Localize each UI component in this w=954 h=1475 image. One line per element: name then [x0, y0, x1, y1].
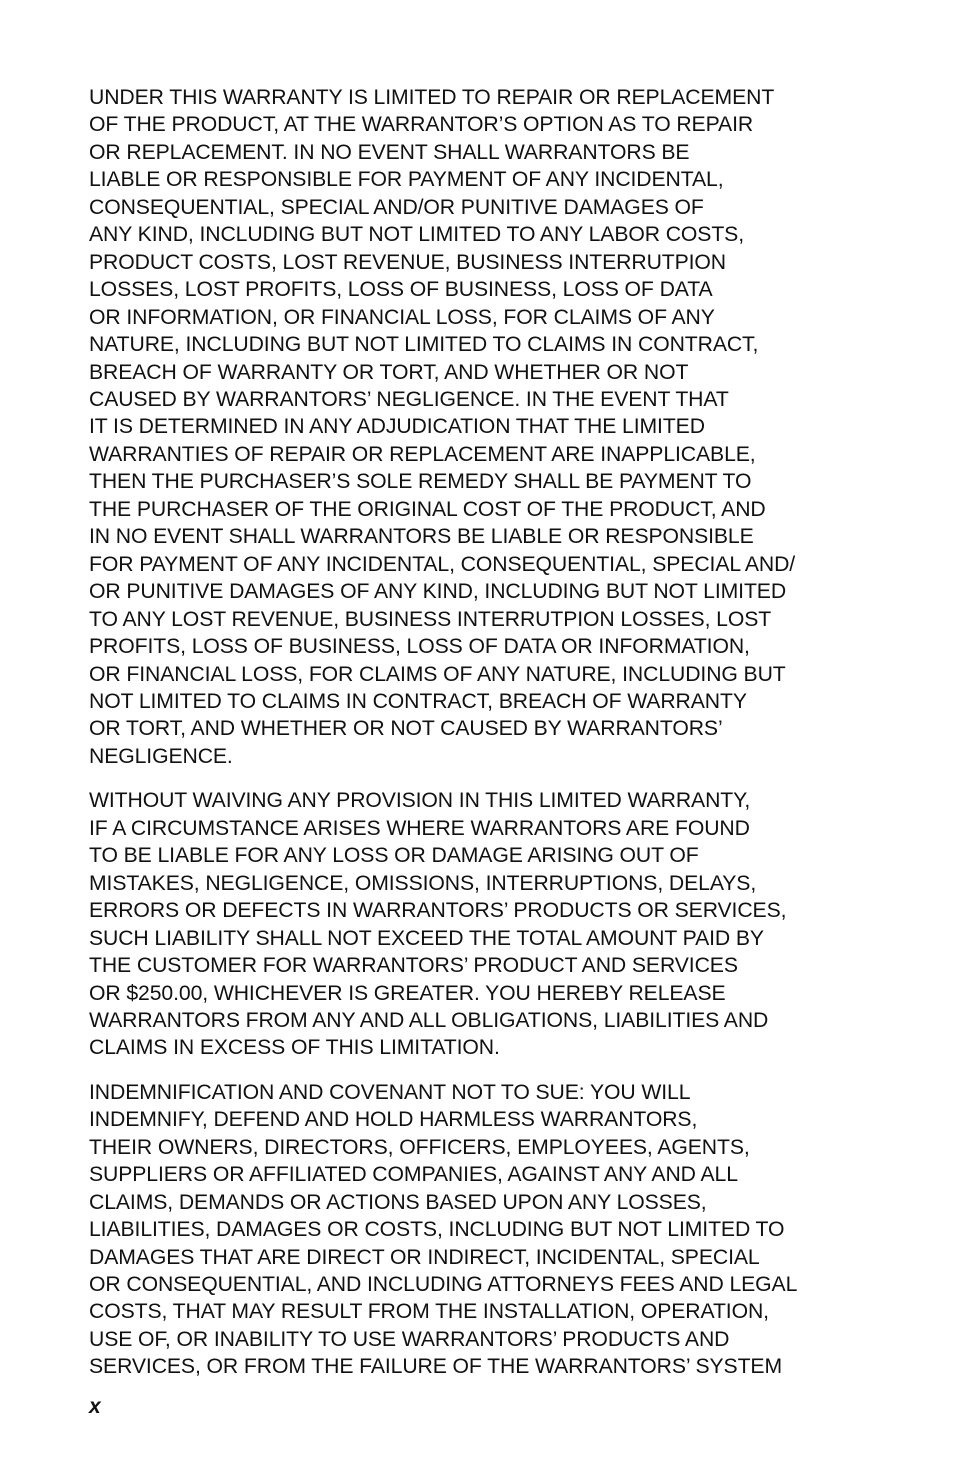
- text-line: CAUSED BY WARRANTORS’ NEGLIGENCE. IN THE EVENT THAT: [89, 387, 729, 411]
- text-line: OR TORT, AND WHETHER OR NOT CAUSED BY WARRANTORS’: [89, 717, 723, 741]
- text-line: OR FINANCIAL LOSS, FOR CLAIMS OF ANY NATURE, INCLUDING BUT: [89, 662, 786, 686]
- text-line: PRODUCT COSTS, LOST REVENUE, BUSINESS INTERRUTPION: [89, 250, 727, 274]
- page-number: x: [89, 1395, 101, 1418]
- paragraph-indemnification: [89, 1079, 879, 1381]
- text-line: CLAIMS IN EXCESS OF THIS LIMITATION.: [89, 1036, 500, 1060]
- paragraph-liability-cap: [89, 787, 879, 1062]
- text-line: LIABLE OR RESPONSIBLE FOR PAYMENT OF ANY INCIDENTAL,: [89, 168, 724, 192]
- text-line: INDEMNIFICATION AND COVENANT NOT TO SUE: YOU WILL: [89, 1080, 691, 1104]
- text-line: CONSEQUENTIAL, SPECIAL AND/OR PUNITIVE DAMAGES OF: [89, 195, 704, 219]
- text-line: THEIR OWNERS, DIRECTORS, OFFICERS, EMPLOYEES, AGENTS,: [89, 1135, 750, 1159]
- text-line: OR $250.00, WHICHEVER IS GREATER. YOU HEREBY RELEASE: [89, 981, 726, 1005]
- text-line: MISTAKES, NEGLIGENCE, OMISSIONS, INTERRUPTIONS, DELAYS,: [89, 871, 757, 895]
- text-line: THE PURCHASER OF THE ORIGINAL COST OF THE PRODUCT, AND: [89, 497, 766, 521]
- text-line: THE CUSTOMER FOR WARRANTORS’ PRODUCT AND SERVICES: [89, 954, 738, 978]
- text-line: TO BE LIABLE FOR ANY LOSS OR DAMAGE ARISING OUT OF: [89, 844, 699, 868]
- text-line: NEGLIGENCE.: [89, 744, 233, 768]
- text-line: LOSSES, LOST PROFITS, LOSS OF BUSINESS, LOSS OF DATA: [89, 278, 713, 302]
- text-line: USE OF, OR INABILITY TO USE WARRANTORS’ PRODUCTS AND: [89, 1327, 730, 1351]
- text-line: BREACH OF WARRANTY OR TORT, AND WHETHER OR NOT: [89, 360, 689, 384]
- text-line: WITHOUT WAIVING ANY PROVISION IN THIS LIMITED WARRANTY,: [89, 789, 751, 813]
- text-line: OR PUNITIVE DAMAGES OF ANY KIND, INCLUDING BUT NOT LIMITED: [89, 580, 787, 604]
- text-line: NOT LIMITED TO CLAIMS IN CONTRACT, BREACH OF WARRANTY: [89, 689, 747, 713]
- text-line: TO ANY LOST REVENUE, BUSINESS INTERRUTPION LOSSES, LOST: [89, 607, 772, 631]
- text-line: ANY KIND, INCLUDING BUT NOT LIMITED TO ANY LABOR COSTS,: [89, 223, 744, 247]
- text-line: SUCH LIABILITY SHALL NOT EXCEED THE TOTAL AMOUNT PAID BY: [89, 926, 764, 950]
- text-line: WARRANTIES OF REPAIR OR REPLACEMENT ARE INAPPLICABLE,: [89, 442, 756, 466]
- text-line: SERVICES, OR FROM THE FAILURE OF THE WARRANTORS’ SYSTEM: [89, 1355, 783, 1379]
- document-body: [89, 84, 879, 1398]
- text-line: OF THE PRODUCT, AT THE WARRANTOR’S OPTION AS TO REPAIR: [89, 113, 754, 137]
- text-line: IN NO EVENT SHALL WARRANTORS BE LIABLE OR RESPONSIBLE: [89, 525, 754, 549]
- text-line: INDEMNIFY, DEFEND AND HOLD HARMLESS WARRANTORS,: [89, 1108, 698, 1132]
- text-line: OR REPLACEMENT. IN NO EVENT SHALL WARRANTORS BE: [89, 140, 690, 164]
- text-line: FOR PAYMENT OF ANY INCIDENTAL, CONSEQUENTIAL, SPECIAL AND/: [89, 552, 796, 576]
- text-line: UNDER THIS WARRANTY IS LIMITED TO REPAIR OR REPLACEMENT: [89, 86, 775, 109]
- paragraph-limitation-of-remedy: [89, 84, 879, 770]
- text-line: OR CONSEQUENTIAL, AND INCLUDING ATTORNEYS FEES AND LEGAL: [89, 1273, 798, 1297]
- text-line: IT IS DETERMINED IN ANY ADJUDICATION THAT THE LIMITED: [89, 415, 705, 439]
- text-line: ERRORS OR DEFECTS IN WARRANTORS’ PRODUCTS OR SERVICES,: [89, 899, 787, 923]
- text-line: LIABILITIES, DAMAGES OR COSTS, INCLUDING BUT NOT LIMITED TO: [89, 1218, 785, 1242]
- text-line: NATURE, INCLUDING BUT NOT LIMITED TO CLAIMS IN CONTRACT,: [89, 333, 759, 357]
- text-line: IF A CIRCUMSTANCE ARISES WHERE WARRANTORS ARE FOUND: [89, 816, 750, 840]
- text-line: DAMAGES THAT ARE DIRECT OR INDIRECT, INCIDENTAL, SPECIAL: [89, 1245, 760, 1269]
- text-line: PROFITS, LOSS OF BUSINESS, LOSS OF DATA OR INFORMATION,: [89, 635, 750, 659]
- text-line: SUPPLIERS OR AFFILIATED COMPANIES, AGAINST ANY AND ALL: [89, 1163, 738, 1187]
- text-line: WARRANTORS FROM ANY AND ALL OBLIGATIONS, LIABILITIES AND: [89, 1008, 769, 1032]
- text-line: OR INFORMATION, OR FINANCIAL LOSS, FOR CLAIMS OF ANY: [89, 305, 715, 329]
- text-line: CLAIMS, DEMANDS OR ACTIONS BASED UPON ANY LOSSES,: [89, 1190, 707, 1214]
- text-line: THEN THE PURCHASER’S SOLE REMEDY SHALL BE PAYMENT TO: [89, 470, 752, 494]
- text-line: COSTS, THAT MAY RESULT FROM THE INSTALLATION, OPERATION,: [89, 1300, 769, 1324]
